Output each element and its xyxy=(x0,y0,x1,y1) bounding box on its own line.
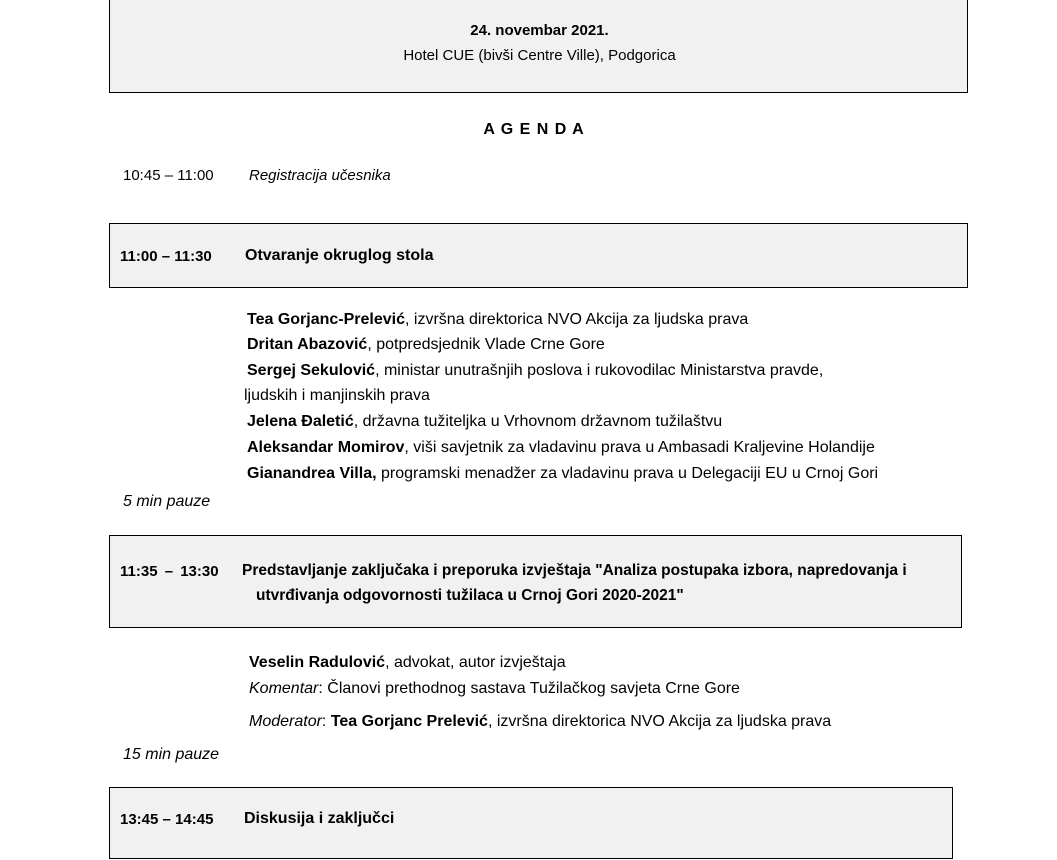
session-discussion-title: Diskusija i zaključci xyxy=(244,810,395,827)
pause-label: 5 min pauze xyxy=(123,493,211,510)
speaker-name: Gianandrea Villa, xyxy=(247,465,377,482)
speaker-role: ljudskih i manjinskih prava xyxy=(244,387,430,404)
speaker-row xyxy=(247,362,823,380)
speaker-name: Tea Gorjanc-Prelević xyxy=(247,311,405,328)
speaker-role: , ministar unutrašnjih poslova i rukovodilac Ministarstva pravde, xyxy=(375,362,824,379)
moderator-row xyxy=(249,713,831,731)
moderator-name: Tea Gorjanc Prelević xyxy=(330,713,488,730)
event-venue: Hotel CUE (bivši Centre Ville), Podgorica xyxy=(403,47,676,64)
comment-row xyxy=(249,680,740,698)
registration-label: Registracija učesnika xyxy=(249,167,391,184)
speaker-name: Aleksandar Momirov xyxy=(247,439,405,456)
speaker-row xyxy=(247,413,722,431)
header-box xyxy=(109,0,968,93)
registration-time: 10:45 – 11:00 xyxy=(123,167,214,184)
event-date: 24. novembar 2021. xyxy=(470,22,609,39)
moderator-label: Moderator xyxy=(249,713,322,730)
speaker-row-continuation xyxy=(244,387,430,405)
comment-text: : Članovi prethodnog sastava Tužilačkog savjeta Crne Gore xyxy=(318,680,740,697)
presenter-name: Veselin Radulović xyxy=(249,654,386,671)
speaker-name: Jelena Đaletić xyxy=(247,413,354,430)
speaker-row xyxy=(247,439,875,457)
session-opening-time: 11:00 – 11:30 xyxy=(120,248,212,265)
speaker-role: programski menadžer za vladavinu prava u Delegaciji EU u Crnoj Gori xyxy=(376,465,879,482)
speaker-name: Dritan Abazović xyxy=(247,336,368,353)
speaker-row xyxy=(247,465,878,483)
speaker-name: Sergej Sekulović xyxy=(247,362,376,379)
moderator-role: , izvršna direktorica NVO Akcija za ljudska prava xyxy=(487,713,832,730)
speaker-row xyxy=(247,311,748,329)
pause-label: 15 min pauze xyxy=(123,746,220,763)
session-opening-box xyxy=(109,223,968,288)
speaker-role: , potpredsjednik Vlade Crne Gore xyxy=(367,336,605,353)
presenter-row xyxy=(249,654,566,672)
speaker-role: , viši savjetnik za vladavinu prava u Ambasadi Kraljevine Holandije xyxy=(404,439,875,456)
speaker-role: , državna tužiteljka u Vrhovnom državnom tužilaštvu xyxy=(353,413,723,430)
speaker-role: , izvršna direktorica NVO Akcija za ljudska prava xyxy=(405,311,749,328)
comment-label: Komentar xyxy=(249,680,319,697)
presenter-role: , advokat, autor izvještaja xyxy=(385,654,566,671)
agenda-title: A G E N D A xyxy=(483,121,585,138)
session-presentation-box xyxy=(109,535,962,628)
session-discussion-time: 13:45 – 14:45 xyxy=(120,811,214,828)
moderator-sep: : xyxy=(321,713,331,730)
session-presentation-title-line2: utvrđivanja odgovornosti tužilaca u Crnoj Gori 2020-2021" xyxy=(256,587,684,604)
speaker-row xyxy=(247,336,605,354)
session-opening-title: Otvaranje okruglog stola xyxy=(245,247,434,264)
session-presentation-title-line1: Predstavljanje zaključaka i preporuka izvještaja "Analiza postupaka izbora, napredovanja i xyxy=(242,562,907,579)
session-discussion-box xyxy=(109,787,953,859)
session-presentation-time: 11:35 – 13:30 xyxy=(120,563,219,580)
